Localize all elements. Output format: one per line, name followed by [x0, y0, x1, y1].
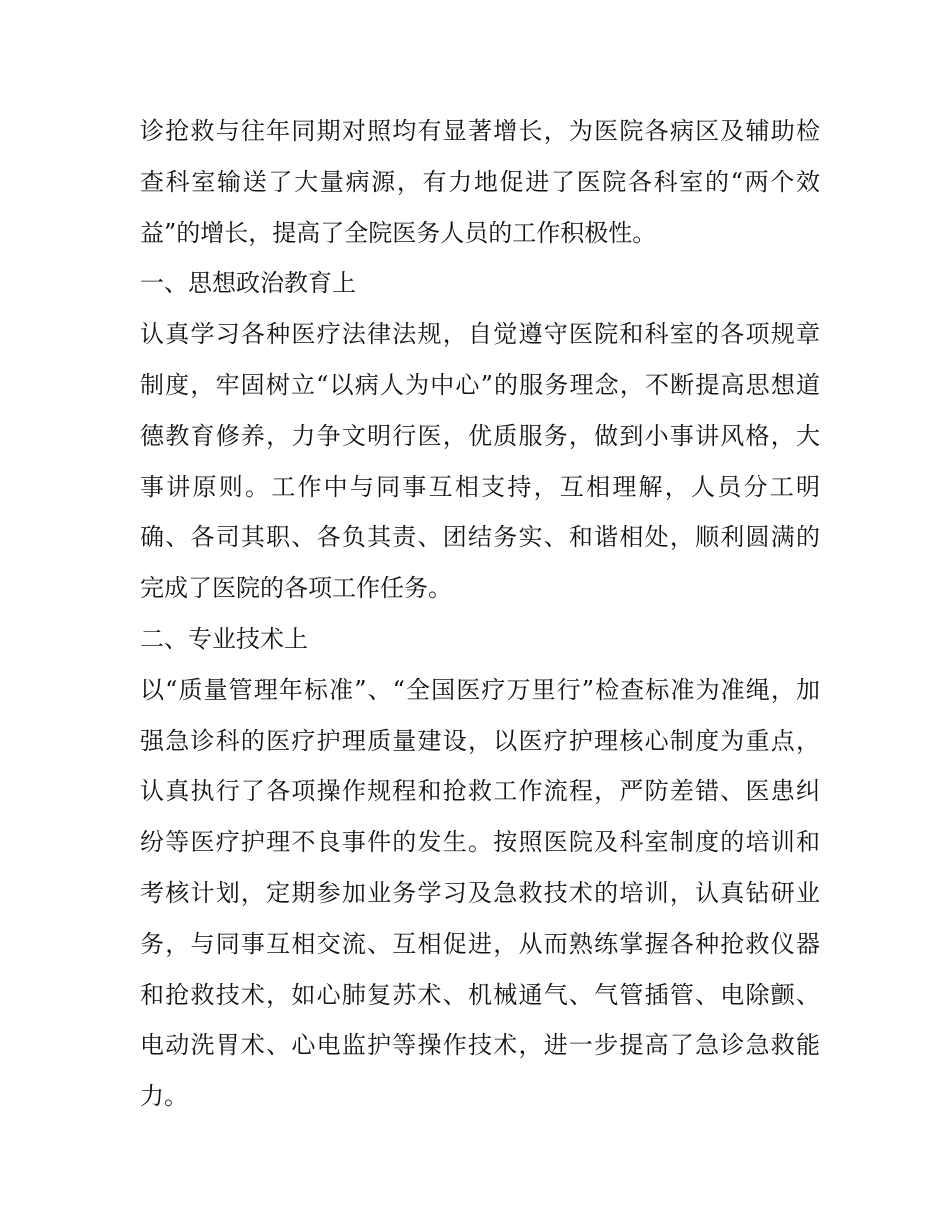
paragraph-line: 诊抢救与往年同期对照均有显著增长，为医院各病区及辅助检 [140, 117, 820, 145]
paragraph-line: 力。 [140, 1082, 188, 1111]
paragraph-line: 纷等医疗护理不良事件的发生。按照医院及科室制度的培训和 [140, 828, 820, 857]
document-body [140, 106, 820, 1122]
paragraph-line: 查科室输送了大量病源，有力地促进了医院各科室的“两个效 [140, 167, 820, 196]
paragraph-line: 务，与同事互相交流、互相促进，从而熟练掌握各种抢救仪器 [140, 929, 820, 958]
section-heading: 一、思想政治教育上 [140, 269, 356, 298]
paragraph-line: 事讲原则。工作中与同事互相支持，互相理解，人员分工明 [140, 472, 820, 501]
paragraph-line: 完成了医院的各项工作任务。 [140, 574, 452, 603]
paragraph-line: 认真执行了各项操作规程和抢救工作流程，严防差错、医患纠 [140, 777, 820, 806]
paragraph-line: 以“质量管理年标准”、“全国医疗万里行”检查标准为准绳，加 [140, 675, 820, 704]
paragraph-line: 益”的增长，提高了全院医务人员的工作积极性。 [140, 218, 657, 247]
paragraph-line: 电动洗胃术、心电监护等操作技术，进一步提高了急诊急救能 [140, 1031, 820, 1060]
paragraph-line: 考核计划，定期参加业务学习及急救技术的培训，认真钻研业 [140, 878, 820, 907]
paragraph-line: 和抢救技术，如心肺复苏术、机械通气、气管插管、电除颤、 [140, 980, 820, 1009]
paragraph-line: 认真学习各种医疗法律法规，自觉遵守医院和科室的各项规章 [140, 320, 820, 349]
paragraph-line: 德教育修养，力争文明行医，优质服务，做到小事讲风格，大 [140, 421, 820, 450]
paragraph-line: 制度，牢固树立“以病人为中心”的服务理念，不断提高思想道 [140, 370, 820, 399]
section-heading: 二、专业技术上 [140, 624, 308, 653]
paragraph-line: 强急诊科的医疗护理质量建设，以医疗护理核心制度为重点， [140, 726, 820, 755]
paragraph-line: 确、各司其职、各负其责、团结务实、和谐相处，顺利圆满的 [140, 523, 820, 552]
